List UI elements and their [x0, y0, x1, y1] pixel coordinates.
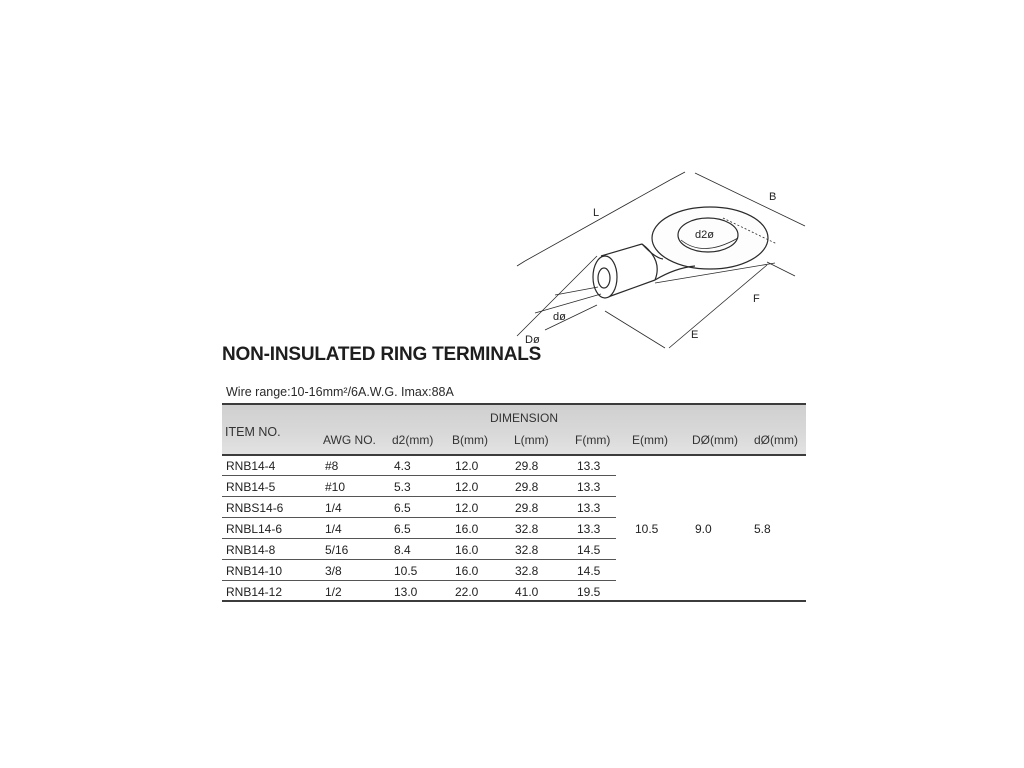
label-F: F	[753, 293, 760, 305]
cell-f: 13.3	[577, 522, 601, 536]
cell-b: 12.0	[455, 501, 479, 515]
table-bottom-rule	[222, 600, 806, 602]
shared-small-d-value: 5.8	[754, 522, 771, 536]
cell-b: 16.0	[455, 522, 479, 536]
col-big-d: DØ(mm)	[692, 433, 738, 447]
label-B: B	[769, 191, 777, 203]
cell-l: 32.8	[515, 543, 539, 557]
cell-l: 41.0	[515, 585, 539, 599]
cell-b: 16.0	[455, 564, 479, 578]
cell-awg: #8	[325, 459, 339, 473]
cell-f: 13.3	[577, 501, 601, 515]
barrel-mouth	[593, 256, 617, 298]
cell-item: RNB14-4	[226, 459, 276, 473]
cell-b: 12.0	[455, 459, 479, 473]
page-title: NON-INSULATED RING TERMINALS	[222, 344, 542, 365]
cell-f: 19.5	[577, 585, 601, 599]
label-d: dø	[553, 311, 566, 323]
ring-terminal-diagram	[505, 160, 835, 360]
cell-b: 16.0	[455, 543, 479, 557]
cell-awg: 1/2	[325, 585, 342, 599]
cell-b: 12.0	[455, 480, 479, 494]
shared-big-d-value: 9.0	[695, 522, 712, 536]
col-f: F(mm)	[575, 433, 611, 447]
cell-awg: 3/8	[325, 564, 342, 578]
cell-d2: 6.5	[394, 522, 411, 536]
cell-d2: 4.3	[394, 459, 411, 473]
col-small-d: dØ(mm)	[754, 433, 798, 447]
col-l: L(mm)	[514, 433, 549, 447]
cell-f: 14.5	[577, 564, 601, 578]
cell-awg: 1/4	[325, 522, 342, 536]
cell-item: RNBS14-6	[226, 501, 284, 515]
cell-l: 29.8	[515, 501, 539, 515]
cell-d2: 10.5	[394, 564, 418, 578]
cell-f: 14.5	[577, 543, 601, 557]
cell-b: 22.0	[455, 585, 479, 599]
col-item-no: ITEM NO.	[225, 425, 281, 439]
cell-item: RNB14-12	[226, 585, 283, 599]
cell-item: RNBL14-6	[226, 522, 283, 536]
shared-e-value: 10.5	[635, 522, 659, 536]
wire-range-spec: Wire range:10-16mm²/6A.W.G. Imax:88A	[226, 385, 454, 399]
cell-d2: 13.0	[394, 585, 418, 599]
label-E: E	[691, 329, 699, 341]
cell-l: 32.8	[515, 564, 539, 578]
col-awg: AWG NO.	[323, 433, 376, 447]
label-D: Dø	[525, 334, 540, 346]
cell-awg: 5/16	[325, 543, 349, 557]
cell-f: 13.3	[577, 459, 601, 473]
col-d2: d2(mm)	[392, 433, 434, 447]
label-d2: d2ø	[695, 229, 714, 241]
spec-table	[222, 403, 806, 603]
col-e: E(mm)	[632, 433, 668, 447]
label-L: L	[593, 207, 600, 219]
col-b: B(mm)	[452, 433, 488, 447]
cell-l: 29.8	[515, 459, 539, 473]
col-dimension-group: DIMENSION	[490, 411, 559, 425]
cell-awg: #10	[325, 480, 346, 494]
cell-d2: 5.3	[394, 480, 411, 494]
cell-item: RNB14-5	[226, 480, 276, 494]
table-header-rule	[222, 454, 806, 456]
table-top-rule	[222, 403, 806, 405]
cell-item: RNB14-10	[226, 564, 283, 578]
cell-d2: 8.4	[394, 543, 411, 557]
cell-l: 32.8	[515, 522, 539, 536]
cell-l: 29.8	[515, 480, 539, 494]
cell-item: RNB14-8	[226, 543, 276, 557]
cell-f: 13.3	[577, 480, 601, 494]
cell-d2: 6.5	[394, 501, 411, 515]
cell-awg: 1/4	[325, 501, 342, 515]
